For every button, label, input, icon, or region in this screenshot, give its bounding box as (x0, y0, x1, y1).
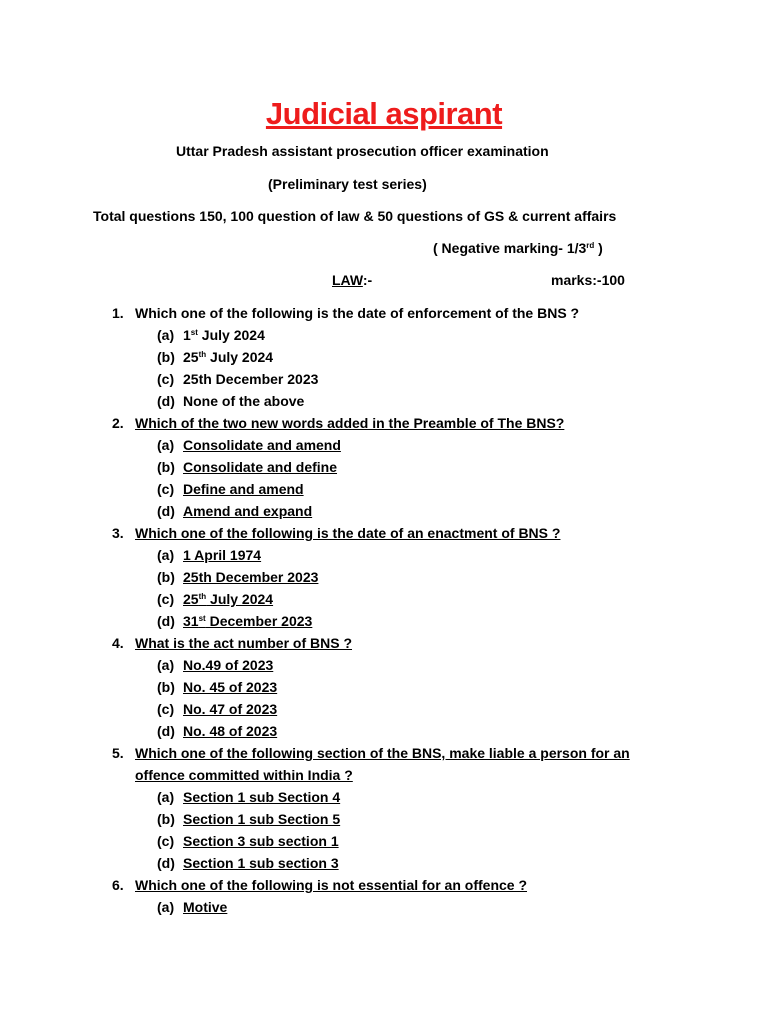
option-label: (c) (157, 701, 175, 717)
option-text (183, 500, 312, 522)
option-item (0, 346, 768, 368)
option-text (183, 566, 318, 588)
question-number: 1. (112, 305, 124, 321)
option-item (0, 808, 768, 830)
question-item (0, 302, 768, 412)
question-item (0, 632, 768, 742)
option-item (0, 720, 768, 742)
option-item (0, 500, 768, 522)
question-text: Which one of the following is not essential for an offence ? (135, 877, 528, 893)
series-name: (Preliminary test series) (268, 176, 427, 192)
section-heading: LAW:- (332, 272, 373, 288)
question-text: Which one of the following section of the BNS, make liable a person for an (135, 745, 630, 761)
option-text (183, 346, 273, 368)
option-text (183, 786, 340, 808)
option-text-main: Consolidate and define (183, 459, 338, 475)
option-text-main: 31 (183, 613, 199, 629)
option-label: (a) (157, 327, 175, 343)
option-text-main: No. 48 of 2023 (183, 723, 278, 739)
option-text-main: 1 (183, 327, 191, 343)
option-text (183, 544, 261, 566)
option-label: (a) (157, 437, 175, 453)
option-label: (c) (157, 591, 175, 607)
option-text-main: Define and amend (183, 481, 304, 497)
option-text-main: Section 1 sub Section 4 (183, 789, 341, 805)
exam-name: Uttar Pradesh assistant prosecution officer examination (176, 143, 549, 159)
option-label: (b) (157, 811, 175, 827)
option-text (183, 720, 277, 742)
option-item (0, 456, 768, 478)
option-text (183, 434, 341, 456)
option-text (183, 478, 304, 500)
option-text-main: No.49 of 2023 (183, 657, 274, 673)
question-item (0, 742, 768, 874)
option-label: (b) (157, 569, 175, 585)
option-text-main: No. 47 of 2023 (183, 701, 278, 717)
question-number: 4. (112, 635, 124, 651)
option-text (183, 852, 339, 874)
option-text-rest: July 2024 (206, 591, 274, 607)
option-item (0, 830, 768, 852)
negative-marking: ( Negative marking- 1/3rd ) (433, 240, 603, 256)
option-item (0, 368, 768, 390)
option-text (183, 324, 265, 346)
question-item (0, 522, 768, 632)
option-item (0, 588, 768, 610)
option-label: (a) (157, 789, 175, 805)
option-item (0, 610, 768, 632)
section-label: LAW (332, 272, 363, 288)
option-text (183, 808, 340, 830)
option-text-main: Consolidate and amend (183, 437, 341, 453)
question-number: 3. (112, 525, 124, 541)
option-text-main: Amend and expand (183, 503, 313, 519)
option-label: (c) (157, 833, 175, 849)
option-item (0, 390, 768, 412)
option-item (0, 852, 768, 874)
option-label: (c) (157, 371, 175, 387)
option-text-main: 1 April 1974 (183, 547, 262, 563)
question-text: Which of the two new words added in the Preamble of The BNS? (135, 415, 565, 431)
question-item (0, 412, 768, 522)
option-text-main: 25 (183, 349, 199, 365)
option-item (0, 566, 768, 588)
option-label: (a) (157, 657, 175, 673)
question-text: offence committed within India ? (135, 767, 353, 783)
option-item (0, 324, 768, 346)
question-number: 6. (112, 877, 124, 893)
question-line (0, 522, 768, 544)
option-text (183, 654, 273, 676)
question-line (0, 764, 768, 786)
option-text-main: None of the above (183, 393, 305, 409)
option-label: (a) (157, 899, 175, 915)
option-text (183, 610, 312, 632)
option-text (183, 390, 304, 412)
option-text (183, 456, 337, 478)
option-text-superscript: st (198, 614, 206, 623)
section-marks: marks:-100 (551, 272, 625, 288)
option-item (0, 786, 768, 808)
option-item (0, 654, 768, 676)
question-line (0, 302, 768, 324)
option-text-rest: July 2024 (206, 349, 274, 365)
question-text: What is the act number of BNS ? (135, 635, 353, 651)
option-text-main: Motive (183, 899, 228, 915)
option-label: (d) (157, 855, 175, 871)
question-item (0, 874, 768, 918)
question-line (0, 412, 768, 434)
question-text: Which one of the following is the date of enforcement of the BNS ? (135, 305, 580, 321)
option-item (0, 434, 768, 456)
question-text: Which one of the following is the date of an enactment of BNS ? (135, 525, 561, 541)
option-label: (b) (157, 459, 175, 475)
option-text-rest: July 2024 (197, 327, 265, 343)
option-item (0, 698, 768, 720)
option-label: (a) (157, 547, 175, 563)
option-item (0, 896, 768, 918)
option-item (0, 478, 768, 500)
option-item (0, 544, 768, 566)
option-label: (d) (157, 503, 175, 519)
option-item (0, 676, 768, 698)
option-text-main: 25th December 2023 (183, 371, 319, 387)
option-label: (d) (157, 723, 175, 739)
option-text (183, 896, 227, 918)
option-text-superscript: st (190, 328, 198, 337)
option-text-main: 25th December 2023 (183, 569, 319, 585)
question-line (0, 632, 768, 654)
option-label: (b) (157, 349, 175, 365)
option-text-main: No. 45 of 2023 (183, 679, 278, 695)
option-label: (d) (157, 393, 175, 409)
question-list (0, 302, 768, 918)
option-text-rest: December 2023 (205, 613, 313, 629)
option-text (183, 830, 339, 852)
option-text-main: Section 3 sub section 1 (183, 833, 339, 849)
page-title: Judicial aspirant (265, 96, 503, 131)
option-label: (c) (157, 481, 175, 497)
option-label: (b) (157, 679, 175, 695)
option-text (183, 676, 277, 698)
question-line (0, 874, 768, 896)
option-text-main: 25 (183, 591, 199, 607)
option-text (183, 368, 318, 390)
question-number: 5. (112, 745, 124, 761)
option-text-superscript: th (198, 592, 207, 601)
option-text-main: Section 1 sub section 3 (183, 855, 339, 871)
option-text-main: Section 1 sub Section 5 (183, 811, 341, 827)
option-text (183, 698, 277, 720)
total-questions: Total questions 150, 100 question of law & 50 questions of GS & current affairs (93, 208, 617, 224)
option-text-superscript: th (198, 350, 207, 359)
question-line (0, 742, 768, 764)
option-text (183, 588, 273, 610)
option-label: (d) (157, 613, 175, 629)
question-number: 2. (112, 415, 124, 431)
